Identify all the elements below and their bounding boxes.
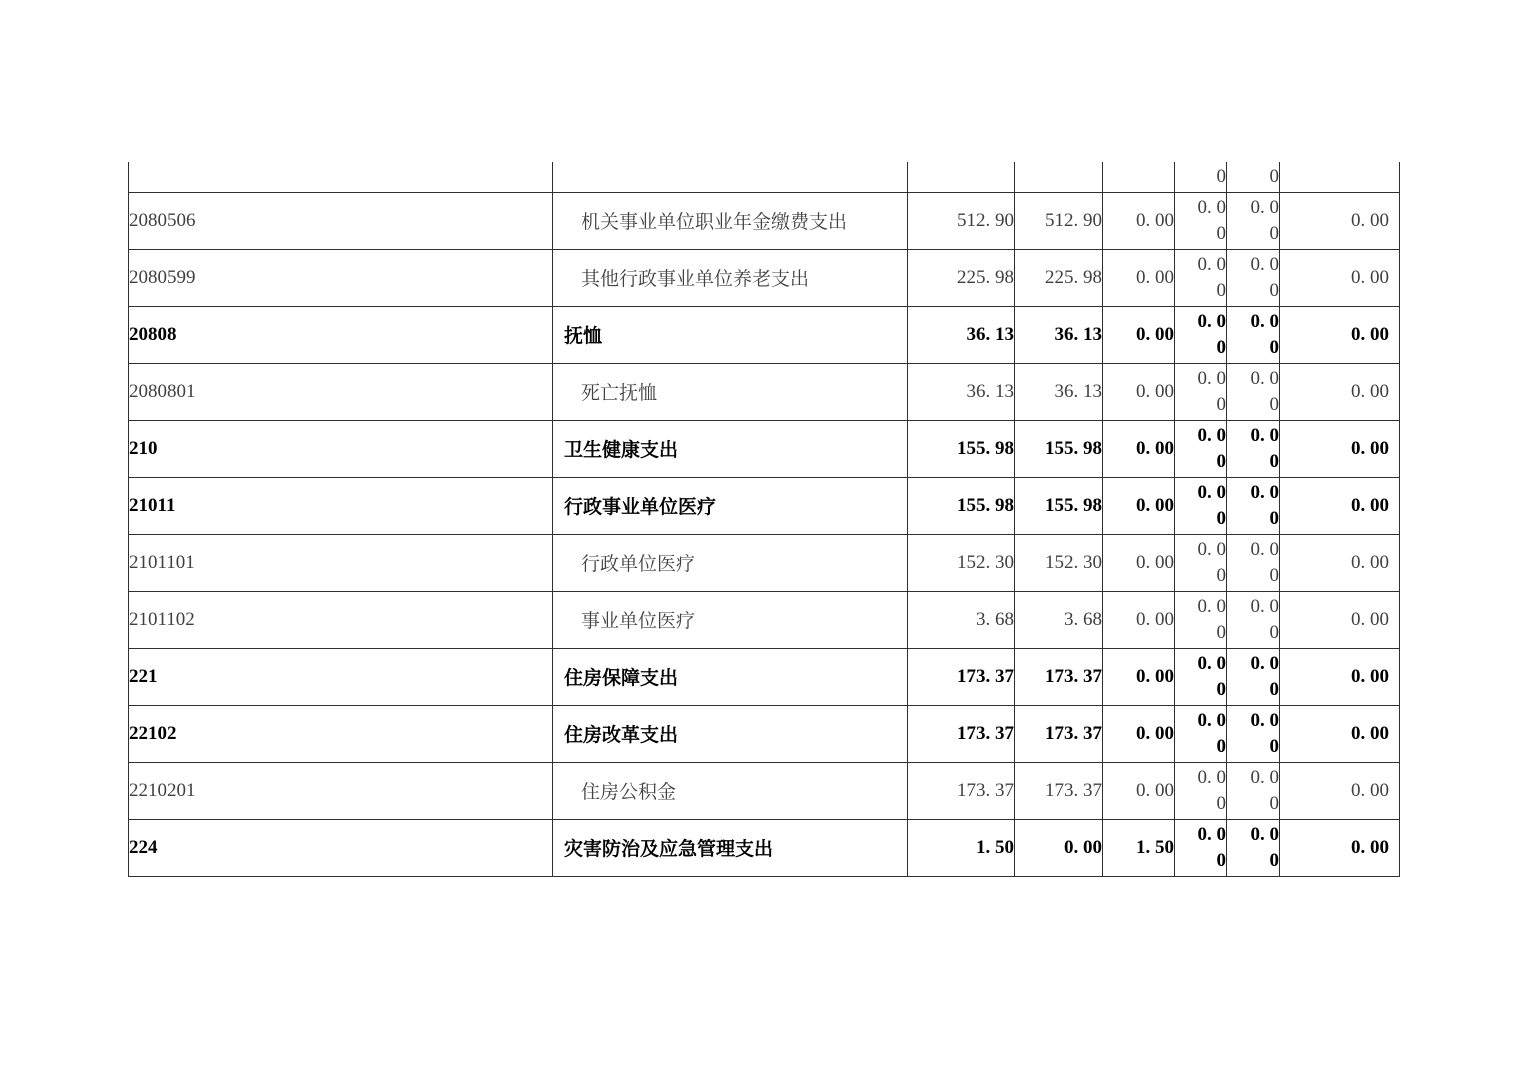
value-cell: 0. 00: [1103, 249, 1175, 306]
value-cell: 0. 0 0: [1227, 306, 1280, 363]
name-cell: 灾害防治及应急管理支出: [553, 819, 908, 876]
table-row: [129, 420, 1400, 477]
value-cell: 155. 98: [1015, 420, 1103, 477]
value-cell: 0. 00: [1103, 363, 1175, 420]
value-cell: 0. 00: [1103, 705, 1175, 762]
name-cell: 抚恤: [553, 306, 908, 363]
name-cell: 行政事业单位医疗: [553, 477, 908, 534]
name-cell: 死亡抚恤: [553, 363, 908, 420]
value-cell: 173. 37: [908, 705, 1015, 762]
name-cell: 住房保障支出: [553, 648, 908, 705]
value-cell: 0. 00: [1103, 591, 1175, 648]
value-cell: 0. 0 0: [1227, 477, 1280, 534]
value-cell: 0. 0 0: [1175, 819, 1227, 876]
table-row: [129, 192, 1400, 249]
value-cell: 0. 00: [1103, 192, 1175, 249]
value-cell: 0. 0 0: [1227, 591, 1280, 648]
value-cell: 36. 13: [1015, 363, 1103, 420]
value-cell: 0. 00: [1280, 762, 1400, 819]
value-cell: 173. 37: [1015, 648, 1103, 705]
value-cell: 0. 0 0: [1175, 762, 1227, 819]
code-cell: 2080801: [129, 363, 553, 420]
value-cell: 0. 00: [1103, 648, 1175, 705]
value-cell: 0. 0 0: [1175, 363, 1227, 420]
value-cell: 0: [1227, 162, 1280, 192]
code-cell: 221: [129, 648, 553, 705]
value-cell: 0. 00: [1103, 306, 1175, 363]
value-cell: 0. 0 0: [1227, 819, 1280, 876]
value-cell: 0. 00: [1280, 591, 1400, 648]
code-cell: 2080506: [129, 192, 553, 249]
table-row: [129, 534, 1400, 591]
value-cell: 173. 37: [908, 648, 1015, 705]
table-row: [129, 762, 1400, 819]
code-cell: 20808: [129, 306, 553, 363]
code-cell: 2080599: [129, 249, 553, 306]
value-cell: 0: [1175, 162, 1227, 192]
value-cell: 512. 90: [1015, 192, 1103, 249]
table-row: [129, 819, 1400, 876]
value-cell: 0. 00: [1280, 363, 1400, 420]
value-cell: 0. 00: [1280, 477, 1400, 534]
value-cell: 0. 00: [1280, 420, 1400, 477]
table-body: [129, 162, 1400, 876]
name-cell: 机关事业单位职业年金缴费支出: [553, 192, 908, 249]
name-cell: 卫生健康支出: [553, 420, 908, 477]
name-cell: 事业单位医疗: [553, 591, 908, 648]
value-cell: 1. 50: [1103, 819, 1175, 876]
name-cell: 住房公积金: [553, 762, 908, 819]
value-cell: 0. 0 0: [1227, 705, 1280, 762]
value-cell: 173. 37: [1015, 762, 1103, 819]
value-cell: 0. 00: [1103, 420, 1175, 477]
value-cell: 36. 13: [1015, 306, 1103, 363]
value-cell: 225. 98: [908, 249, 1015, 306]
value-cell: 36. 13: [908, 306, 1015, 363]
value-cell: 0. 0 0: [1227, 534, 1280, 591]
table-row: [129, 705, 1400, 762]
value-cell: 0. 00: [1103, 534, 1175, 591]
value-cell: 0. 00: [1015, 819, 1103, 876]
code-cell: [129, 162, 553, 192]
value-cell: [1103, 162, 1175, 192]
code-cell: 22102: [129, 705, 553, 762]
name-cell: 住房改革支出: [553, 705, 908, 762]
value-cell: 0. 0 0: [1175, 648, 1227, 705]
value-cell: 173. 37: [1015, 705, 1103, 762]
code-cell: 21011: [129, 477, 553, 534]
value-cell: 0. 0 0: [1175, 477, 1227, 534]
value-cell: 152. 30: [1015, 534, 1103, 591]
value-cell: 0. 00: [1280, 705, 1400, 762]
table-row: [129, 363, 1400, 420]
table-row: [129, 477, 1400, 534]
value-cell: 1. 50: [908, 819, 1015, 876]
code-cell: 2210201: [129, 762, 553, 819]
value-cell: 0. 0 0: [1227, 648, 1280, 705]
value-cell: [908, 162, 1015, 192]
table-row: [129, 306, 1400, 363]
value-cell: 0. 00: [1280, 534, 1400, 591]
name-cell: [553, 162, 908, 192]
table-row: [129, 648, 1400, 705]
value-cell: 152. 30: [908, 534, 1015, 591]
partial-row: [129, 162, 1400, 192]
name-cell: 其他行政事业单位养老支出: [553, 249, 908, 306]
value-cell: 0. 0 0: [1227, 420, 1280, 477]
value-cell: 0. 0 0: [1227, 363, 1280, 420]
budget-expenditure-table: [128, 162, 1400, 877]
code-cell: 210: [129, 420, 553, 477]
table-row: [129, 249, 1400, 306]
value-cell: 173. 37: [908, 762, 1015, 819]
code-cell: 224: [129, 819, 553, 876]
value-cell: 0. 00: [1280, 306, 1400, 363]
value-cell: 0. 0 0: [1175, 591, 1227, 648]
value-cell: 0. 00: [1280, 819, 1400, 876]
name-cell: 行政单位医疗: [553, 534, 908, 591]
value-cell: [1015, 162, 1103, 192]
value-cell: 0. 0 0: [1175, 306, 1227, 363]
value-cell: 3. 68: [908, 591, 1015, 648]
value-cell: 0. 0 0: [1175, 705, 1227, 762]
value-cell: 0. 00: [1103, 762, 1175, 819]
value-cell: 0. 00: [1280, 249, 1400, 306]
value-cell: 155. 98: [1015, 477, 1103, 534]
value-cell: 0. 0 0: [1227, 249, 1280, 306]
table-row: [129, 591, 1400, 648]
value-cell: 512. 90: [908, 192, 1015, 249]
code-cell: 2101101: [129, 534, 553, 591]
value-cell: 0. 0 0: [1175, 192, 1227, 249]
value-cell: 155. 98: [908, 420, 1015, 477]
value-cell: 3. 68: [1015, 591, 1103, 648]
value-cell: 0. 0 0: [1175, 534, 1227, 591]
value-cell: 0. 0 0: [1227, 762, 1280, 819]
value-cell: 0. 00: [1280, 648, 1400, 705]
value-cell: 36. 13: [908, 363, 1015, 420]
value-cell: 0. 0 0: [1175, 420, 1227, 477]
value-cell: 155. 98: [908, 477, 1015, 534]
value-cell: 0. 0 0: [1227, 192, 1280, 249]
code-cell: 2101102: [129, 591, 553, 648]
value-cell: 0. 00: [1280, 192, 1400, 249]
value-cell: 225. 98: [1015, 249, 1103, 306]
value-cell: 0. 00: [1103, 477, 1175, 534]
value-cell: [1280, 162, 1400, 192]
value-cell: 0. 0 0: [1175, 249, 1227, 306]
